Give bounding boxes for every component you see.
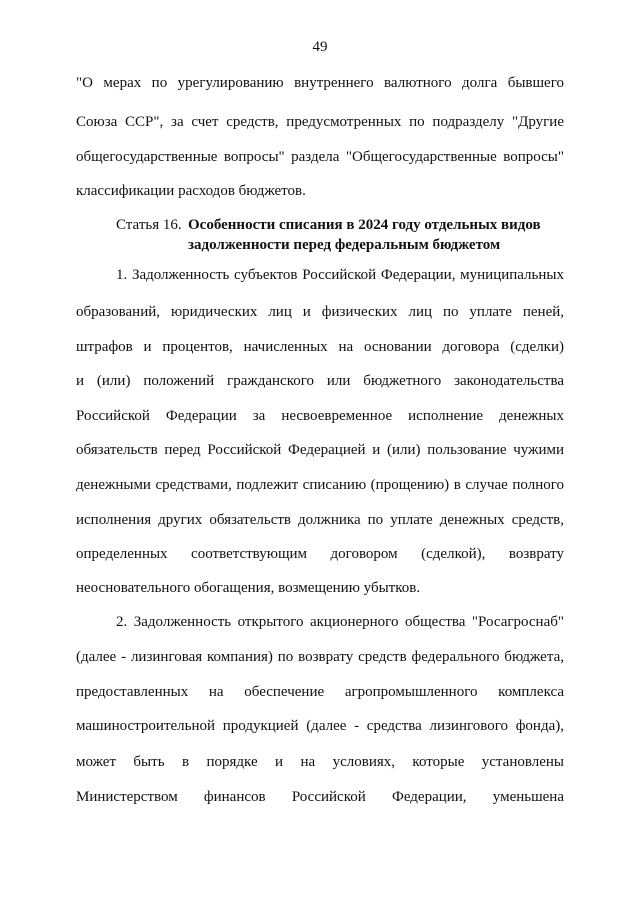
paragraph-1-line: Российской Федерации за несвоевременное исполнение денежных bbox=[76, 408, 564, 424]
article-title-line: Особенности списания в 2024 году отдельных видов bbox=[188, 217, 541, 233]
paragraph-2-line: (далее - лизинговая компания) по возврату средств федерального бюджета, bbox=[76, 649, 564, 665]
paragraph-2-line: 2. Задолженность открытого акционерного общества "Росагроснаб" bbox=[116, 614, 564, 630]
page-number: 49 bbox=[312, 39, 328, 55]
paragraph-2-line: Министерством финансов Российской Федерации, уменьшена bbox=[76, 789, 564, 805]
intro-line: общегосударственные вопросы" раздела "Общегосударственные вопросы" bbox=[76, 149, 564, 165]
intro-line: Союза ССР", за счет средств, предусмотренных по подразделу "Другие bbox=[76, 114, 564, 130]
paragraph-1-line: исполнения других обязательств должника по уплате денежных средств, bbox=[76, 512, 564, 528]
paragraph-1-line: образований, юридических лиц и физических лиц по уплате пеней, bbox=[76, 304, 564, 320]
paragraph-1-line: неосновательного обогащения, возмещению убытков. bbox=[76, 580, 421, 596]
paragraph-1-line: и (или) положений гражданского или бюджетного законодательства bbox=[76, 373, 564, 389]
paragraph-1-line: 1. Задолженность субъектов Российской Федерации, муниципальных bbox=[116, 267, 564, 283]
intro-line: "О мерах по урегулированию внутреннего валютного долга бывшего bbox=[76, 75, 564, 91]
paragraph-1-line: штрафов и процентов, начисленных на основании договора (сделки) bbox=[76, 339, 564, 355]
article-title bbox=[188, 215, 558, 255]
paragraph-2-line: предоставленных на обеспечение агропромышленного комплекса bbox=[76, 684, 564, 700]
paragraph-1-line: денежными средствами, подлежит списанию (прощению) в случае полного bbox=[76, 477, 564, 493]
paragraph-2-line: машиностроительной продукцией (далее - средства лизингового фонда), bbox=[76, 718, 564, 734]
article-label: Статья 16. bbox=[116, 217, 182, 233]
paragraph-1-line: обязательств перед Российской Федерацией и (или) пользование чужими bbox=[76, 442, 564, 458]
intro-line: классификации расходов бюджетов. bbox=[76, 183, 306, 199]
paragraph-2-line: может быть в порядке и на условиях, которые установлены bbox=[76, 754, 564, 770]
paragraph-1-line: определенных соответствующим договором (сделкой), возврату bbox=[76, 546, 564, 562]
article-title-line: задолженности перед федеральным бюджетом bbox=[188, 237, 501, 253]
